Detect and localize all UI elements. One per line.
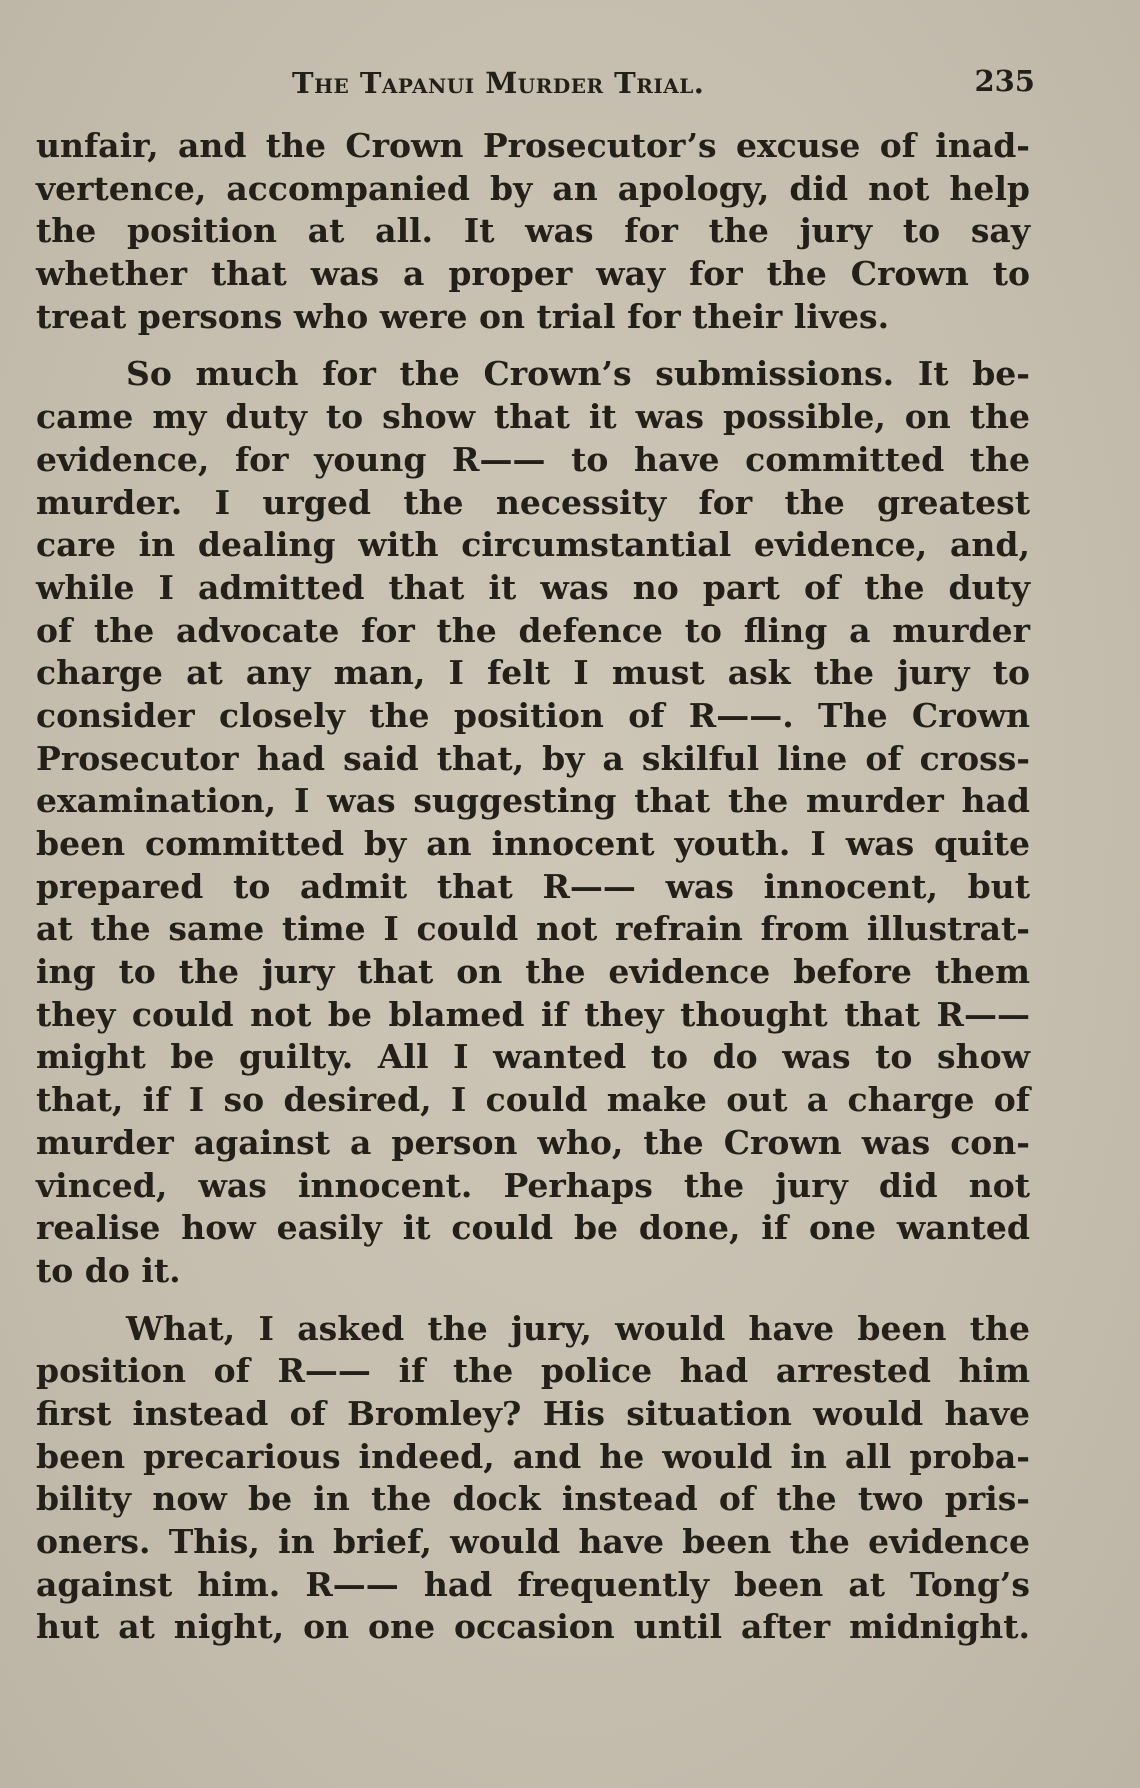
text-line: murder. I urged the necessity for the greatest bbox=[36, 482, 1030, 522]
text-line: unfair, and the Crown Prosecutor’s excuse of inad- bbox=[36, 126, 1030, 165]
text-line: against him. R—— had frequently been at Tong’s bbox=[36, 1564, 1030, 1604]
text-line: evidence, for young R—— to have committed the bbox=[36, 439, 1030, 479]
text-line: ing to the jury that on the evidence before them bbox=[36, 952, 1030, 992]
text-line: prepared to admit that R—— was innocent, but bbox=[36, 866, 1030, 906]
text-line: the position at all. It was for the jury to say bbox=[36, 211, 1030, 251]
text-line: while I admitted that it was no part of the duty bbox=[36, 567, 1030, 607]
paragraph bbox=[36, 125, 1030, 338]
text-line: care in dealing with circumstantial evidence, and, bbox=[36, 525, 1030, 565]
text-line: whether that was a proper way for the Crown to bbox=[36, 254, 1030, 294]
text-line: Prosecutor had said that, by a skilful line of cross- bbox=[36, 738, 1030, 778]
text-line: consider closely the position of R——. The Crown bbox=[36, 695, 1030, 735]
text-line: came my duty to show that it was possible, on the bbox=[36, 397, 1030, 437]
text-line: might be guilty. All I wanted to do was to show bbox=[36, 1037, 1030, 1077]
text-line: vertence, accompanied by an apology, did not help bbox=[36, 168, 1030, 208]
running-head: The Tapanui Murder Trial. bbox=[292, 66, 705, 100]
page-header bbox=[0, 60, 1140, 110]
text-line: of the advocate for the defence to fling a murder bbox=[36, 610, 1030, 650]
text-line: been precarious indeed, and he would in all proba- bbox=[36, 1436, 1030, 1476]
text-line: position of R—— if the police had arrested him bbox=[36, 1351, 1030, 1391]
text-line: treat persons who were on trial for their lives. bbox=[36, 296, 890, 336]
text-line: murder against a person who, the Crown was con- bbox=[36, 1122, 1030, 1162]
text-line: hut at night, on one occasion until after midnight. bbox=[36, 1607, 1030, 1647]
text-line: that, if I so desired, I could make out a charge of bbox=[36, 1080, 1030, 1120]
text-line: vinced, was innocent. Perhaps the jury did not bbox=[36, 1165, 1030, 1205]
text-line: they could not be blamed if they thought that R—— bbox=[36, 994, 1030, 1034]
text-line: realise how easily it could be done, if one wanted bbox=[36, 1208, 1030, 1248]
body-text bbox=[36, 125, 1030, 1649]
text-line: examination, I was suggesting that the murder had bbox=[36, 781, 1030, 821]
text-line: to do it. bbox=[36, 1250, 181, 1290]
paragraph bbox=[36, 1308, 1030, 1650]
page-number: 235 bbox=[974, 64, 1035, 98]
text-line: charge at any man, I felt I must ask the jury to bbox=[36, 653, 1030, 693]
text-line: bility now be in the dock instead of the two pris- bbox=[36, 1479, 1030, 1519]
text-line: first instead of Bromley? His situation would have bbox=[36, 1393, 1030, 1433]
text-line: So much for the Crown’s submissions. It be- bbox=[126, 354, 1030, 394]
text-line: at the same time I could not refrain from illustrat- bbox=[36, 909, 1030, 949]
text-line: been committed by an innocent youth. I was quite bbox=[36, 824, 1030, 863]
paragraph bbox=[36, 353, 1030, 1292]
text-line: oners. This, in brief, would have been the evidence bbox=[36, 1522, 1030, 1561]
text-line: What, I asked the jury, would have been the bbox=[126, 1308, 1030, 1348]
